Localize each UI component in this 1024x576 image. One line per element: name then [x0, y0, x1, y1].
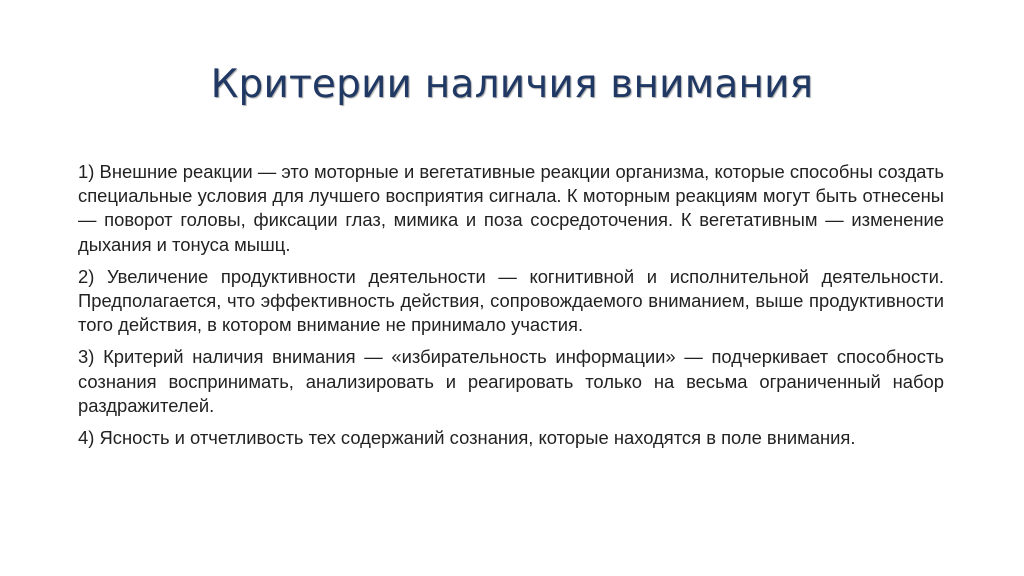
- criterion-paragraph-4: 4) Ясность и отчетливость тех содержаний сознания, которые находятся в поле внимания.: [78, 427, 856, 449]
- criterion-paragraph-2: 2) Увеличение продуктивности деятельности — когнитивной и исполнительной деятельности. Предполагается, что эффективность действия, сопровождаемого вниманием, выше продуктивности того действия, в котором внимание не принимало участия.: [78, 265, 944, 336]
- criterion-paragraph-1: 1) Внешние реакции — это моторные и вегетативные реакции организма, которые способны создать специальные условия для лучшего восприятия сигнала. К моторным реакциям могут быть отнесены — поворот головы, фиксации глаз, мимика и поза сосредоточения. К вегетативным — изменение дыхания и тонуса мышц.: [78, 161, 944, 255]
- slide-body: [78, 160, 944, 458]
- criterion-paragraph-3: 3) Критерий наличия внимания — «избирательность информации» — подчеркивает способность сознания воспринимать, анализировать и реагировать только на весьма ограниченный набор раздражителей.: [78, 346, 944, 416]
- slide-title: Критерии наличия внимания: [210, 62, 814, 107]
